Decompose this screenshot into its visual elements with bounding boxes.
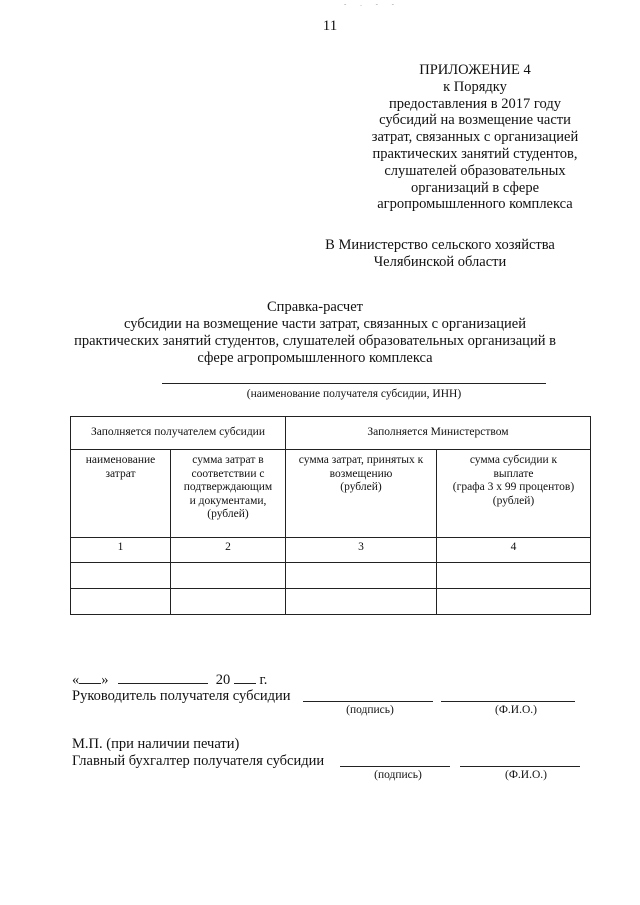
- table-header-row: [71, 450, 591, 538]
- name-caption: (Ф.И.О.): [495, 704, 537, 716]
- addressee-line: Челябинской области: [373, 254, 507, 270]
- recipient-name-field[interactable]: [162, 383, 546, 384]
- signature-caption: (подпись): [346, 704, 394, 716]
- recipient-caption: (наименование получателя субсидии, ИНН): [246, 388, 462, 400]
- accountant-label: Главный бухгалтер получателя субсидии: [72, 753, 325, 769]
- column-number: 3: [286, 538, 437, 563]
- header-line: (рублей): [207, 508, 249, 520]
- column-number: 1: [71, 538, 171, 563]
- date-suffix: г.: [259, 672, 268, 688]
- group-header-ministry: Заполняется Министерством: [286, 417, 591, 450]
- header-line: и документами,: [189, 494, 267, 507]
- addressee: [300, 237, 580, 271]
- header-line: возмещению: [329, 467, 393, 480]
- scan-marks: - . - -: [344, 0, 400, 8]
- date-close-quote: »: [101, 672, 109, 688]
- head-signature-field[interactable]: [303, 688, 433, 702]
- stamp-label: М.П. (при наличии печати): [72, 736, 240, 752]
- header-line: (графа 3 х 99 процентов): [452, 481, 575, 493]
- signature-caption: (подпись): [374, 769, 422, 781]
- head-label: Руководитель получателя субсидии: [72, 688, 291, 704]
- column-number-row: [71, 538, 591, 563]
- header-line: сумма затрат в: [192, 454, 264, 466]
- column-header-accepted-amount: [286, 450, 437, 538]
- table-cell[interactable]: [286, 563, 437, 589]
- header-line: затрат: [105, 467, 136, 480]
- column-header-subsidy-amount: [437, 450, 591, 538]
- appendix-line: организаций в сфере: [410, 179, 540, 196]
- table-cell[interactable]: [71, 589, 171, 615]
- date-line: [72, 670, 267, 689]
- appendix-header: [340, 62, 610, 213]
- table-cell[interactable]: [437, 563, 591, 589]
- name-caption: (Ф.И.О.): [505, 769, 547, 781]
- document-subtitle-line: практических занятий студентов, слушателей образовательных организаций в: [74, 333, 556, 349]
- column-number: 4: [437, 538, 591, 563]
- appendix-title: ПРИЛОЖЕНИЕ 4: [419, 62, 531, 78]
- head-name-field[interactable]: [441, 688, 575, 702]
- table-cell[interactable]: [286, 589, 437, 615]
- date-year-field[interactable]: [234, 670, 256, 684]
- column-header-expense-amount: [171, 450, 286, 538]
- header-line: соответствии с: [191, 467, 265, 480]
- accountant-name-field[interactable]: [460, 753, 580, 767]
- header-line: подтверждающим: [183, 481, 273, 493]
- appendix-line: к Порядку: [443, 78, 507, 95]
- addressee-line: В Министерство сельского хозяйства: [325, 237, 555, 253]
- appendix-line: агропромышленного комплекса: [377, 196, 573, 213]
- document-title-block: [50, 299, 580, 367]
- appendix-line: субсидий на возмещение части: [379, 112, 571, 129]
- table-row: [71, 563, 591, 589]
- header-line: (рублей): [340, 481, 382, 493]
- table-cell[interactable]: [171, 589, 286, 615]
- date-day-field[interactable]: [79, 670, 101, 684]
- head-signature-line: [72, 688, 291, 705]
- appendix-line: слушателей образовательных: [384, 162, 566, 179]
- date-open-quote: «: [72, 672, 80, 688]
- accountant-signature-field[interactable]: [340, 753, 450, 767]
- header-line: сумма субсидии к: [469, 454, 558, 466]
- document-title: Справка-расчет: [267, 299, 363, 315]
- document-subtitle-line: субсидии на возмещение части затрат, связанных с организацией: [124, 316, 526, 332]
- column-number: 2: [171, 538, 286, 563]
- appendix-line: практических занятий студентов,: [372, 145, 578, 162]
- appendix-line: затрат, связанных с организацией: [371, 129, 579, 146]
- header-line: выплате: [493, 467, 534, 480]
- table-row: [71, 589, 591, 615]
- date-year-prefix: 20: [215, 672, 231, 688]
- appendix-line: предоставления в 2017 году: [389, 95, 561, 112]
- table-cell[interactable]: [171, 563, 286, 589]
- column-header-expense-name: [71, 450, 171, 538]
- page-number: 11: [322, 18, 338, 34]
- table-group-row: [71, 417, 591, 450]
- header-line: (рублей): [492, 494, 535, 507]
- table-cell[interactable]: [71, 563, 171, 589]
- calculation-table: [70, 416, 591, 615]
- table-cell[interactable]: [437, 589, 591, 615]
- date-month-field[interactable]: [118, 670, 208, 684]
- document-subtitle-line: сфере агропромышленного комплекса: [197, 350, 433, 366]
- header-line: наименование: [85, 454, 156, 466]
- header-line: сумма затрат, принятых к: [298, 454, 424, 466]
- group-header-recipient: Заполняется получателем субсидии: [71, 417, 286, 450]
